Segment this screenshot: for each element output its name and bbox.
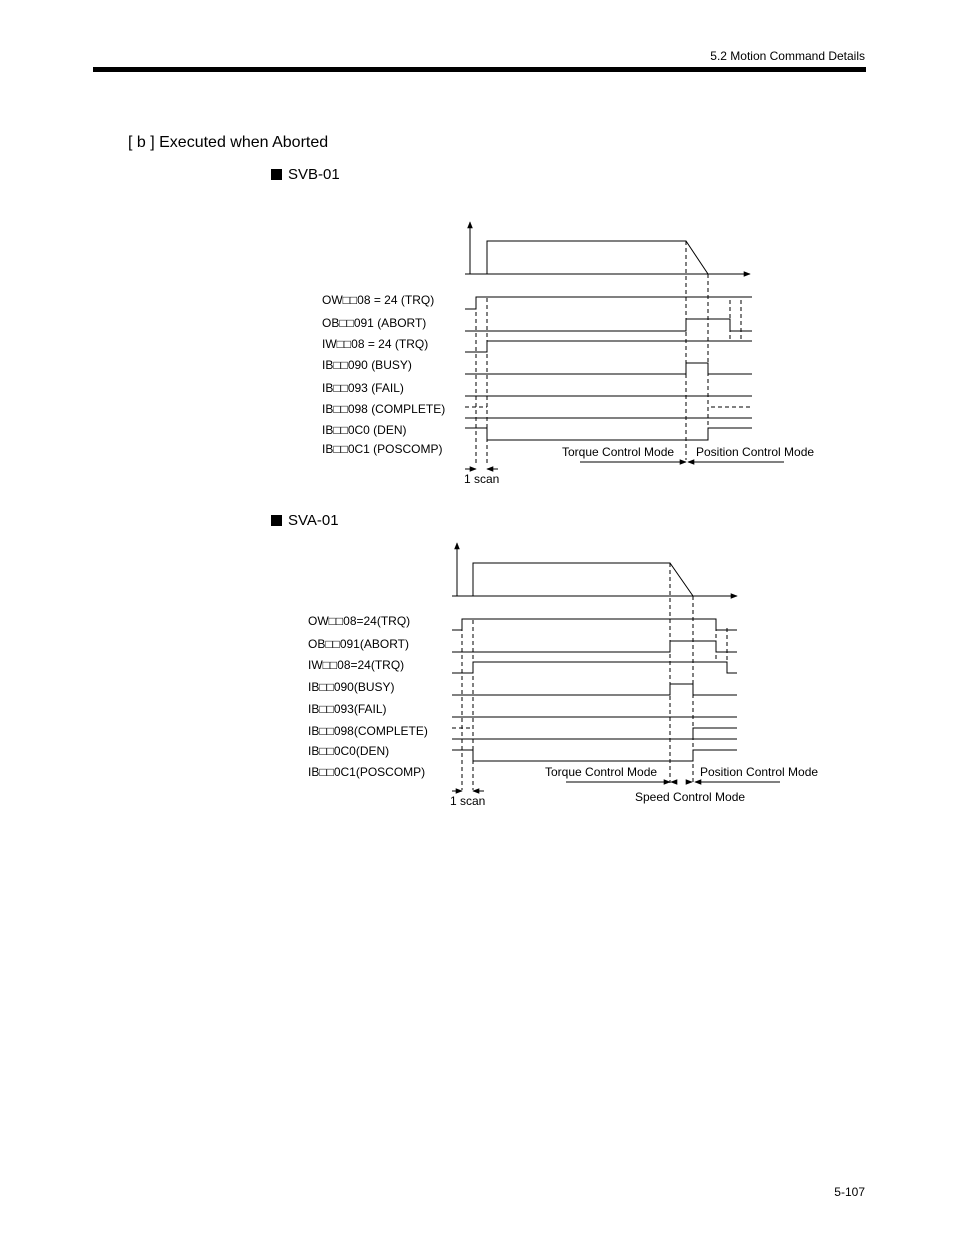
svb-label-fail: IB□□093 (FAIL)	[322, 381, 404, 395]
svb-wave-busy	[465, 363, 752, 374]
sva-title: SVA-01	[288, 512, 339, 529]
sva-label-abort: OB□□091(ABORT)	[308, 637, 409, 651]
svb-label-abort: OB□□091 (ABORT)	[322, 316, 427, 330]
sva-wave-busy	[452, 684, 737, 695]
running-header: 5.2 Motion Command Details	[710, 49, 865, 63]
svb-wave-den	[465, 428, 752, 440]
svb-label-iw08: IW□□08 = 24 (TRQ)	[322, 337, 429, 351]
sva-torque-mode-label: Torque Control Mode	[545, 765, 658, 779]
svb-wave-complete-dashed-end	[708, 407, 752, 418]
sva-speed-mode-label: Speed Control Mode	[635, 790, 746, 804]
sva-label-complete: IB□□098(COMPLETE)	[308, 724, 428, 738]
sva-wave-ow08	[452, 619, 737, 630]
sva-label-busy: IB□□090(BUSY)	[308, 680, 395, 694]
sva-timing-diagram	[308, 543, 818, 808]
svb-position-mode-label: Position Control Mode	[696, 445, 815, 459]
sva-speed-profile	[473, 563, 693, 596]
page-number: 5-107	[834, 1185, 865, 1199]
sva-label-ow08: OW□□08=24(TRQ)	[308, 614, 411, 628]
sva-wave-abort	[452, 641, 737, 652]
sva-position-mode-label: Position Control Mode	[700, 765, 819, 779]
svb-timing-diagram	[322, 222, 814, 486]
sva-label-poscomp: IB□□0C1(POSCOMP)	[308, 765, 426, 779]
svb-label-ow08: OW□□08 = 24 (TRQ)	[322, 293, 435, 307]
svb-wave-ow08	[465, 297, 752, 309]
sva-scan-label: 1 scan	[450, 794, 486, 808]
svb-wave-iw08	[465, 341, 752, 352]
sva-label-den: IB□□0C0(DEN)	[308, 744, 390, 758]
sva-wave-complete-end	[693, 728, 737, 739]
sva-label-iw08: IW□□08=24(TRQ)	[308, 658, 405, 672]
svb-label-poscomp: IB□□0C1 (POSCOMP)	[322, 442, 443, 456]
svb-wave-abort	[465, 319, 752, 331]
svb-torque-mode-label: Torque Control Mode	[562, 445, 675, 459]
section-title: [ b ] Executed when Aborted	[128, 134, 329, 151]
svb-scan-label: 1 scan	[464, 472, 500, 486]
svb-speed-profile	[487, 241, 708, 274]
svb-label-busy: IB□□090 (BUSY)	[322, 358, 412, 372]
svb-title: SVB-01	[288, 166, 340, 183]
sva-wave-den	[452, 750, 737, 761]
sva-wave-iw08	[452, 662, 737, 673]
svb-label-den: IB□□0C0 (DEN)	[322, 423, 407, 437]
sva-label-fail: IB□□093(FAIL)	[308, 702, 387, 716]
svb-label-complete: IB□□098 (COMPLETE)	[322, 402, 446, 416]
